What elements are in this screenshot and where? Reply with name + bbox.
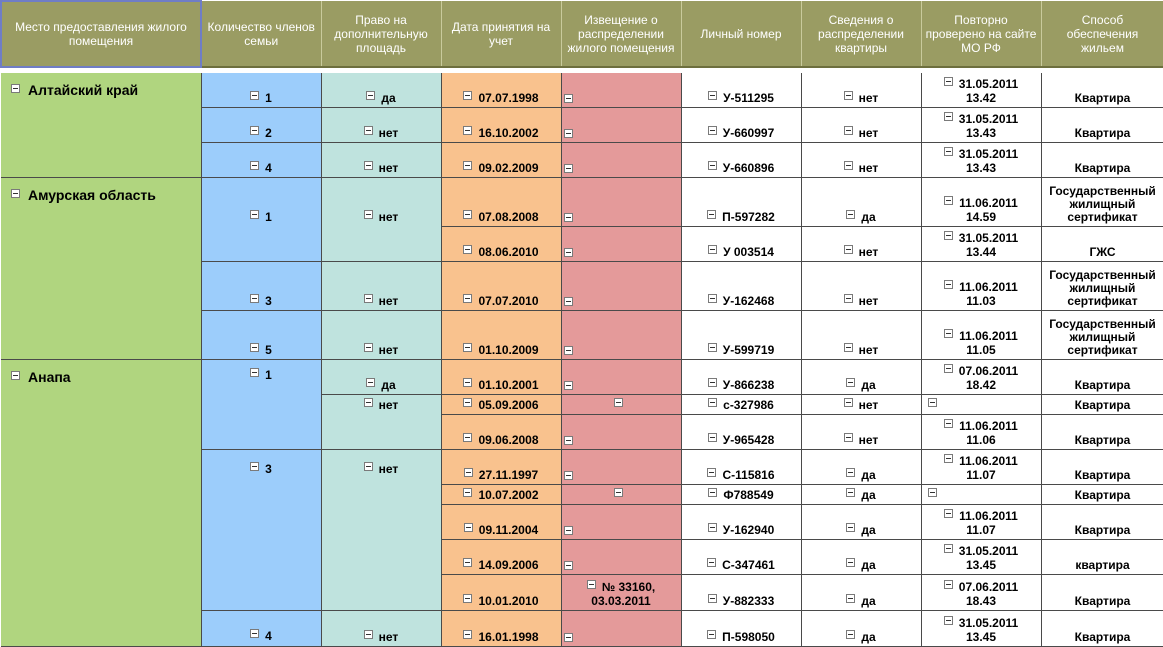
info-cell[interactable]: нет xyxy=(801,226,921,261)
collapse-icon[interactable] xyxy=(844,161,853,170)
collapse-icon[interactable] xyxy=(364,161,373,170)
check-cell[interactable]: 31.05.2011 13.43 xyxy=(921,107,1041,142)
date-cell[interactable]: 16.01.1998 xyxy=(441,610,561,646)
header-check[interactable]: Повторно проверено на сайте МО РФ xyxy=(921,1,1041,67)
collapse-icon[interactable] xyxy=(944,147,953,156)
collapse-icon[interactable] xyxy=(707,558,716,567)
family-cell[interactable]: 1 xyxy=(201,73,321,107)
collapse-icon[interactable] xyxy=(944,77,953,86)
collapse-icon[interactable] xyxy=(11,84,20,93)
info-cell[interactable]: нет xyxy=(801,261,921,310)
header-pid[interactable]: Личный номер xyxy=(681,1,801,67)
info-cell[interactable]: нет xyxy=(801,73,921,107)
pid-cell[interactable]: У-511295 xyxy=(681,73,801,107)
check-cell[interactable]: 07.06.2011 18.43 xyxy=(921,574,1041,610)
collapse-icon[interactable] xyxy=(928,488,937,497)
date-cell[interactable]: 08.06.2010 xyxy=(441,226,561,261)
collapse-icon[interactable] xyxy=(708,161,717,170)
notice-cell[interactable] xyxy=(561,359,681,394)
collapse-icon[interactable] xyxy=(464,523,473,532)
collapse-icon[interactable] xyxy=(463,161,472,170)
pid-cell[interactable]: У-866238 xyxy=(681,359,801,394)
mode-cell[interactable]: Квартира xyxy=(1041,610,1163,646)
collapse-icon[interactable] xyxy=(708,343,717,352)
header-row xyxy=(1,1,1163,67)
notice-cell[interactable] xyxy=(561,142,681,177)
header-date[interactable]: Дата принятия на учет xyxy=(441,1,561,67)
collapse-icon[interactable] xyxy=(928,398,937,407)
check-cell[interactable]: 11.06.2011 11.05 xyxy=(921,310,1041,359)
family-cell[interactable]: 1 xyxy=(201,359,321,449)
collapse-icon[interactable] xyxy=(250,210,259,219)
mode-cell[interactable]: Государственный жилищный сертификат xyxy=(1041,261,1163,310)
region-cell[interactable] xyxy=(1,73,201,177)
pid-cell[interactable]: У-965428 xyxy=(681,414,801,449)
area-cell[interactable]: да xyxy=(321,73,441,107)
pid-cell[interactable]: П-598050 xyxy=(681,610,801,646)
collapse-icon[interactable] xyxy=(708,523,717,532)
collapse-icon[interactable] xyxy=(364,210,373,219)
header-notice[interactable]: Извещение о распределении жилого помещения xyxy=(561,1,681,67)
collapse-icon[interactable] xyxy=(708,91,717,100)
collapse-icon[interactable] xyxy=(844,343,853,352)
pid-cell[interactable]: П-597282 xyxy=(681,177,801,226)
notice-cell[interactable] xyxy=(561,414,681,449)
collapse-icon[interactable] xyxy=(564,346,573,355)
check-cell[interactable]: 11.06.2011 14.59 xyxy=(921,177,1041,226)
notice-cell[interactable] xyxy=(561,226,681,261)
collapse-icon[interactable] xyxy=(708,126,717,135)
collapse-icon[interactable] xyxy=(846,488,855,497)
pid-cell[interactable]: Ф788549 xyxy=(681,484,801,504)
pid-cell[interactable]: У-162940 xyxy=(681,504,801,539)
notice-cell[interactable] xyxy=(561,484,681,504)
collapse-icon[interactable] xyxy=(844,433,853,442)
area-cell[interactable]: нет xyxy=(321,610,441,646)
check-cell[interactable]: 31.05.2011 13.44 xyxy=(921,226,1041,261)
collapse-icon[interactable] xyxy=(944,544,953,553)
collapse-icon[interactable] xyxy=(846,594,855,603)
check-cell[interactable] xyxy=(921,394,1041,414)
notice-cell[interactable] xyxy=(561,310,681,359)
date-cell[interactable]: 09.11.2004 xyxy=(441,504,561,539)
collapse-icon[interactable] xyxy=(708,294,717,303)
family-cell[interactable]: 2 xyxy=(201,107,321,142)
collapse-icon[interactable] xyxy=(944,329,953,338)
date-cell[interactable]: 01.10.2009 xyxy=(441,310,561,359)
date-cell[interactable]: 14.09.2006 xyxy=(441,539,561,574)
info-cell[interactable]: да xyxy=(801,177,921,226)
family-cell[interactable]: 5 xyxy=(201,310,321,359)
pid-cell[interactable]: У-162468 xyxy=(681,261,801,310)
mode-cell[interactable]: Квартира xyxy=(1041,574,1163,610)
collapse-icon[interactable] xyxy=(250,294,259,303)
mode-cell[interactable]: Квартира xyxy=(1041,449,1163,484)
collapse-icon[interactable] xyxy=(944,580,953,589)
collapse-icon[interactable] xyxy=(846,523,855,532)
pid-cell[interactable]: У-660997 xyxy=(681,107,801,142)
area-cell[interactable]: нет xyxy=(321,394,441,449)
check-cell[interactable]: 31.05.2011 13.42 xyxy=(921,73,1041,107)
info-cell[interactable]: да xyxy=(801,574,921,610)
region-label: Алтайский край xyxy=(28,82,139,98)
check-cell[interactable] xyxy=(921,484,1041,504)
collapse-icon[interactable] xyxy=(707,630,716,639)
mode-cell[interactable]: Государственный жилищный сертификат xyxy=(1041,310,1163,359)
family-cell[interactable]: 3 xyxy=(201,449,321,610)
date-cell[interactable]: 07.08.2008 xyxy=(441,177,561,226)
notice-cell[interactable] xyxy=(561,610,681,646)
region-label: Анапа xyxy=(28,368,71,385)
collapse-icon[interactable] xyxy=(708,594,717,603)
pid-cell[interactable]: У 003514 xyxy=(681,226,801,261)
collapse-icon[interactable] xyxy=(564,526,573,535)
notice-cell[interactable] xyxy=(561,539,681,574)
header-area[interactable]: Право на дополнительную площадь xyxy=(321,1,441,67)
collapse-icon[interactable] xyxy=(564,471,573,480)
collapse-icon[interactable] xyxy=(564,297,573,306)
header-family[interactable]: Количество членов семьи xyxy=(201,1,321,67)
check-cell[interactable]: 07.06.2011 18.42 xyxy=(921,359,1041,394)
info-cell[interactable]: да xyxy=(801,359,921,394)
collapse-icon[interactable] xyxy=(364,630,373,639)
info-cell[interactable]: нет xyxy=(801,107,921,142)
collapse-icon[interactable] xyxy=(463,558,472,567)
notice-cell[interactable] xyxy=(561,73,681,107)
pid-cell[interactable]: С-347461 xyxy=(681,539,801,574)
area-cell[interactable]: нет xyxy=(321,142,441,177)
collapse-icon[interactable] xyxy=(614,398,623,407)
check-cell[interactable]: 11.06.2011 11.07 xyxy=(921,504,1041,539)
collapse-icon[interactable] xyxy=(463,488,472,497)
check-cell[interactable]: 11.06.2011 11.06 xyxy=(921,414,1041,449)
collapse-icon[interactable] xyxy=(463,91,472,100)
collapse-icon[interactable] xyxy=(250,91,259,100)
collapse-icon[interactable] xyxy=(944,616,953,625)
date-cell[interactable]: 10.07.2002 xyxy=(441,484,561,504)
collapse-icon[interactable] xyxy=(707,468,716,477)
region-cell[interactable] xyxy=(1,177,201,359)
collapse-icon[interactable] xyxy=(844,245,853,254)
collapse-icon[interactable] xyxy=(463,343,472,352)
collapse-icon[interactable] xyxy=(463,594,472,603)
date-cell[interactable]: 01.10.2001 xyxy=(441,359,561,394)
pid-cell[interactable]: с-327986 xyxy=(681,394,801,414)
collapse-icon[interactable] xyxy=(708,433,717,442)
area-cell[interactable]: нет xyxy=(321,310,441,359)
collapse-icon[interactable] xyxy=(564,164,573,173)
collapse-icon[interactable] xyxy=(250,368,259,377)
date-cell[interactable]: 09.02.2009 xyxy=(441,142,561,177)
collapse-icon[interactable] xyxy=(364,294,373,303)
collapse-icon[interactable] xyxy=(463,398,472,407)
collapse-icon[interactable] xyxy=(614,488,623,497)
mode-cell[interactable]: квартира xyxy=(1041,539,1163,574)
collapse-icon[interactable] xyxy=(844,294,853,303)
area-cell[interactable]: да xyxy=(321,359,441,394)
table-row xyxy=(1,177,1163,226)
collapse-icon[interactable] xyxy=(844,126,853,135)
collapse-icon[interactable] xyxy=(250,126,259,135)
notice-cell[interactable] xyxy=(561,261,681,310)
mode-cell[interactable]: Государственный жилищный сертификат xyxy=(1041,177,1163,226)
collapse-icon[interactable] xyxy=(844,91,853,100)
check-cell[interactable]: 31.05.2011 13.45 xyxy=(921,539,1041,574)
area-cell[interactable]: нет xyxy=(321,177,441,261)
notice-cell[interactable] xyxy=(561,177,681,226)
collapse-icon[interactable] xyxy=(944,196,953,205)
mode-cell[interactable]: Квартира xyxy=(1041,484,1163,504)
table-row xyxy=(1,359,1163,394)
collapse-icon[interactable] xyxy=(708,378,717,387)
collapse-icon[interactable] xyxy=(364,126,373,135)
date-cell[interactable]: 05.09.2006 xyxy=(441,394,561,414)
collapse-icon[interactable] xyxy=(564,248,573,257)
collapse-icon[interactable] xyxy=(463,378,472,387)
region-cell[interactable] xyxy=(1,359,201,646)
collapse-icon[interactable] xyxy=(364,398,373,407)
pid-cell[interactable]: У-660896 xyxy=(681,142,801,177)
date-cell[interactable]: 27.11.1997 xyxy=(441,449,561,484)
mode-cell[interactable]: Квартира xyxy=(1041,394,1163,414)
notice-cell[interactable]: № 33160, 03.03.2011 xyxy=(561,574,681,610)
collapse-icon[interactable] xyxy=(564,129,573,138)
info-cell[interactable]: да xyxy=(801,504,921,539)
check-cell[interactable]: 31.05.2011 13.45 xyxy=(921,610,1041,646)
collapse-icon[interactable] xyxy=(463,294,472,303)
date-cell[interactable]: 09.06.2008 xyxy=(441,414,561,449)
collapse-icon[interactable] xyxy=(250,462,259,471)
info-cell[interactable]: да xyxy=(801,610,921,646)
family-cell[interactable]: 1 xyxy=(201,177,321,261)
area-cell[interactable]: нет xyxy=(321,107,441,142)
info-cell[interactable]: нет xyxy=(801,394,921,414)
collapse-icon[interactable] xyxy=(707,210,716,219)
date-cell[interactable]: 16.10.2002 xyxy=(441,107,561,142)
collapse-icon[interactable] xyxy=(11,371,20,380)
collapse-icon[interactable] xyxy=(846,210,855,219)
check-cell[interactable]: 11.06.2011 11.03 xyxy=(921,261,1041,310)
notice-cell[interactable] xyxy=(561,449,681,484)
collapse-icon[interactable] xyxy=(11,189,20,198)
date-cell[interactable]: 10.01.2010 xyxy=(441,574,561,610)
region-label: Амурская область xyxy=(28,186,156,203)
collapse-icon[interactable] xyxy=(564,381,573,390)
collapse-icon[interactable] xyxy=(944,231,953,240)
header-mode[interactable]: Способ обеспечения жильем xyxy=(1041,1,1163,67)
area-cell[interactable]: нет xyxy=(321,261,441,310)
collapse-icon[interactable] xyxy=(366,378,375,387)
collapse-icon[interactable] xyxy=(364,462,373,471)
collapse-icon[interactable] xyxy=(564,561,573,570)
family-cell[interactable]: 4 xyxy=(201,610,321,646)
collapse-icon[interactable] xyxy=(463,245,472,254)
collapse-icon[interactable] xyxy=(944,509,953,518)
mode-cell[interactable]: Квартира xyxy=(1041,142,1163,177)
mode-cell[interactable]: Квартира xyxy=(1041,73,1163,107)
collapse-icon[interactable] xyxy=(463,126,472,135)
collapse-icon[interactable] xyxy=(944,419,953,428)
collapse-icon[interactable] xyxy=(564,633,573,642)
pid-cell[interactable]: С-115816 xyxy=(681,449,801,484)
collapse-icon[interactable] xyxy=(944,280,953,289)
date-cell[interactable]: 07.07.2010 xyxy=(441,261,561,310)
info-cell[interactable]: нет xyxy=(801,414,921,449)
date-cell[interactable]: 07.07.1998 xyxy=(441,73,561,107)
notice-cell[interactable] xyxy=(561,504,681,539)
mode-cell[interactable]: Квартира xyxy=(1041,359,1163,394)
notice-cell[interactable] xyxy=(561,394,681,414)
collapse-icon[interactable] xyxy=(708,398,717,407)
collapse-icon[interactable] xyxy=(250,629,259,638)
collapse-icon[interactable] xyxy=(464,468,473,477)
collapse-icon[interactable] xyxy=(564,213,573,222)
collapse-icon[interactable] xyxy=(708,245,717,254)
collapse-icon[interactable] xyxy=(366,91,375,100)
collapse-icon[interactable] xyxy=(364,343,373,352)
collapse-icon[interactable] xyxy=(944,454,953,463)
mode-cell[interactable]: Квартира xyxy=(1041,504,1163,539)
collapse-icon[interactable] xyxy=(708,488,717,497)
collapse-icon[interactable] xyxy=(564,94,573,103)
pid-cell[interactable]: У-599719 xyxy=(681,310,801,359)
pid-cell[interactable]: У-882333 xyxy=(681,574,801,610)
check-cell[interactable]: 11.06.2011 11.07 xyxy=(921,449,1041,484)
family-cell[interactable]: 3 xyxy=(201,261,321,310)
collapse-icon[interactable] xyxy=(463,433,472,442)
collapse-icon[interactable] xyxy=(844,398,853,407)
area-cell[interactable]: нет xyxy=(321,449,441,610)
collapse-icon[interactable] xyxy=(846,378,855,387)
collapse-icon[interactable] xyxy=(250,343,259,352)
collapse-icon[interactable] xyxy=(846,630,855,639)
mode-cell[interactable]: Квартира xyxy=(1041,107,1163,142)
family-cell[interactable]: 4 xyxy=(201,142,321,177)
collapse-icon[interactable] xyxy=(846,558,855,567)
check-cell[interactable]: 31.05.2011 13.43 xyxy=(921,142,1041,177)
header-place[interactable]: Место предоставления жилого помещения xyxy=(1,1,201,67)
collapse-icon[interactable] xyxy=(564,436,573,445)
header-info[interactable]: Сведения о распределении квартиры xyxy=(801,1,921,67)
collapse-icon[interactable] xyxy=(944,112,953,121)
collapse-icon[interactable] xyxy=(463,630,472,639)
collapse-icon[interactable] xyxy=(463,210,472,219)
info-cell[interactable]: нет xyxy=(801,310,921,359)
info-cell[interactable]: нет xyxy=(801,142,921,177)
collapse-icon[interactable] xyxy=(846,468,855,477)
notice-cell[interactable] xyxy=(561,107,681,142)
collapse-icon[interactable] xyxy=(250,161,259,170)
mode-cell[interactable]: Квартира xyxy=(1041,414,1163,449)
info-cell[interactable]: да xyxy=(801,539,921,574)
collapse-icon[interactable] xyxy=(587,580,596,589)
mode-cell[interactable]: ГЖС xyxy=(1041,226,1163,261)
table-row xyxy=(1,73,1163,107)
info-cell[interactable]: да xyxy=(801,449,921,484)
collapse-icon[interactable] xyxy=(944,364,953,373)
info-cell[interactable]: да xyxy=(801,484,921,504)
